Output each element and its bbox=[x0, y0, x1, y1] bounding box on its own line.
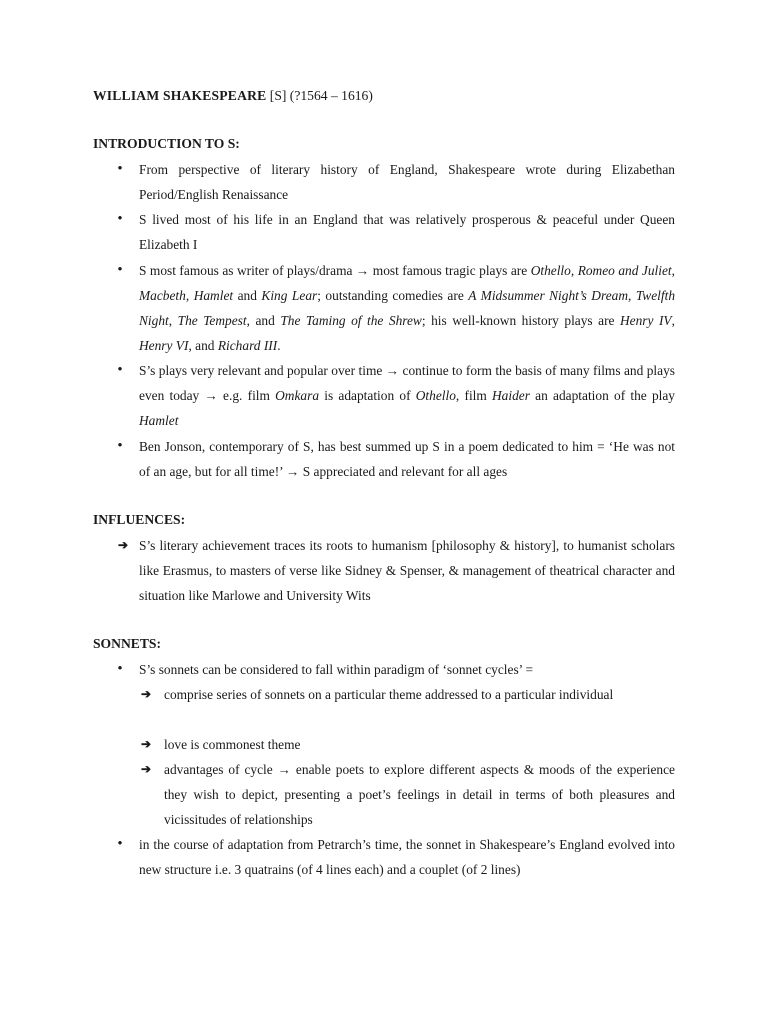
text-segment: is adaptation of bbox=[319, 388, 416, 403]
document-title bbox=[93, 88, 373, 104]
list-item bbox=[139, 358, 675, 433]
text-segment: Ben Jonson, contemporary of S, has best summed up S in a poem dedicated to him = ‘He was not of an age, but for all time!’ → S appreciated and relevant for all ages bbox=[139, 439, 675, 479]
bullet-marker: • bbox=[117, 211, 123, 227]
list-item bbox=[139, 157, 675, 207]
text-segment: S’s sonnets can be considered to fall within paradigm of ‘sonnet cycles’ = bbox=[139, 662, 534, 677]
text-segment: , bbox=[185, 288, 194, 303]
italic-title: Hamlet bbox=[193, 288, 234, 303]
section-heading-sonnets: SONNETS: bbox=[93, 636, 161, 651]
text-segment: ; his well-known history plays are bbox=[421, 313, 620, 328]
section-heading-influences: INFLUENCES: bbox=[93, 512, 186, 527]
text-segment: in the course of adaptation from Petrarch’s time, the sonnet in Shakespeare’s England evolved into new structure i.e. 3 quatrains (of 4 lines each) and a couplet (of 2 lines) bbox=[139, 837, 675, 877]
text-segment: S lived most of his life in an England that was relatively prosperous & peaceful under Queen Elizabeth I bbox=[139, 212, 675, 252]
text-segment: and bbox=[233, 288, 262, 303]
text-segment: , bbox=[671, 313, 675, 328]
text-segment: From perspective of literary history of England, Shakespeare wrote during Elizabethan Period/English Renaissance bbox=[139, 162, 675, 202]
bullet-marker: • bbox=[117, 362, 123, 378]
text-segment: , film bbox=[455, 388, 493, 403]
italic-title: A Midsummer Night’s Dream bbox=[468, 288, 628, 303]
text-segment: , bbox=[628, 288, 636, 303]
text-segment: , bbox=[570, 263, 578, 278]
section-heading-introduction: INTRODUCTION TO S: bbox=[93, 136, 240, 151]
text-segment: an adaptation of the play bbox=[529, 388, 676, 403]
text-segment: love is commonest theme bbox=[164, 737, 301, 752]
text-segment: . bbox=[277, 338, 281, 353]
list-item bbox=[164, 757, 675, 832]
italic-title: Omkara bbox=[275, 388, 320, 403]
bullet-marker: • bbox=[117, 836, 123, 852]
italic-title: Henry VI bbox=[139, 338, 189, 353]
text-segment: advantages of cycle → enable poets to explore different aspects & moods of the experience they wish to depict, presenting a poet’s feelings in detail in terms of both pleasures and vicissitudes of relationships bbox=[164, 762, 675, 827]
italic-title: Hamlet bbox=[139, 413, 179, 428]
list-item bbox=[164, 732, 675, 757]
bullet-marker: • bbox=[117, 262, 123, 278]
list-item bbox=[139, 434, 675, 484]
italic-title: Othello bbox=[415, 388, 456, 403]
text-segment: , and bbox=[188, 338, 218, 353]
italic-title: Twelfth Night bbox=[139, 288, 676, 328]
list-item bbox=[139, 832, 675, 882]
bullet-marker: • bbox=[117, 438, 123, 454]
italic-title: Haider bbox=[492, 388, 530, 403]
italic-title: The Tempest bbox=[177, 313, 247, 328]
italic-title: Macbeth bbox=[139, 288, 186, 303]
arrow-bullet-icon: ➔ bbox=[140, 687, 152, 701]
bullet-marker: • bbox=[117, 161, 123, 177]
arrow-bullet-icon: ➔ bbox=[117, 538, 129, 552]
text-segment: ; outstanding comedies are bbox=[317, 288, 469, 303]
title-main: WILLIAM SHAKESPEARE bbox=[93, 88, 267, 103]
text-segment: , bbox=[168, 313, 178, 328]
list-item bbox=[139, 533, 675, 608]
italic-title: Richard III bbox=[217, 338, 278, 353]
italic-title: King Lear bbox=[261, 288, 318, 303]
text-segment: , and bbox=[246, 313, 281, 328]
bullet-marker: • bbox=[117, 661, 123, 677]
list-item bbox=[164, 682, 675, 707]
title-sub: [S] (?1564 – 1616) bbox=[269, 88, 373, 103]
italic-title: Othello bbox=[530, 263, 571, 278]
italic-title: The Taming of the Shrew bbox=[280, 313, 422, 328]
text-segment: S most famous as writer of plays/drama → most famous tragic plays are bbox=[139, 263, 531, 278]
arrow-bullet-icon: ➔ bbox=[140, 737, 152, 751]
list-item bbox=[139, 207, 675, 257]
text-segment: S’s plays very relevant and popular over time → continue to form the basis of many films and plays even today → e.g. film bbox=[139, 363, 675, 403]
list-item bbox=[139, 258, 675, 358]
text-segment: S’s literary achievement traces its roots to humanism [philosophy & history], to humanist scholars like Erasmus, to masters of verse like Sidney & Spenser, & management of theatrical character and situation like Marlowe and University Wits bbox=[139, 538, 675, 603]
list-item bbox=[139, 657, 675, 682]
italic-title: Henry IV bbox=[620, 313, 672, 328]
text-segment: comprise series of sonnets on a particular theme addressed to a particular individual bbox=[164, 687, 614, 702]
arrow-bullet-icon: ➔ bbox=[140, 762, 152, 776]
text-segment: , bbox=[671, 263, 675, 278]
italic-title: Romeo and Juliet bbox=[577, 263, 672, 278]
